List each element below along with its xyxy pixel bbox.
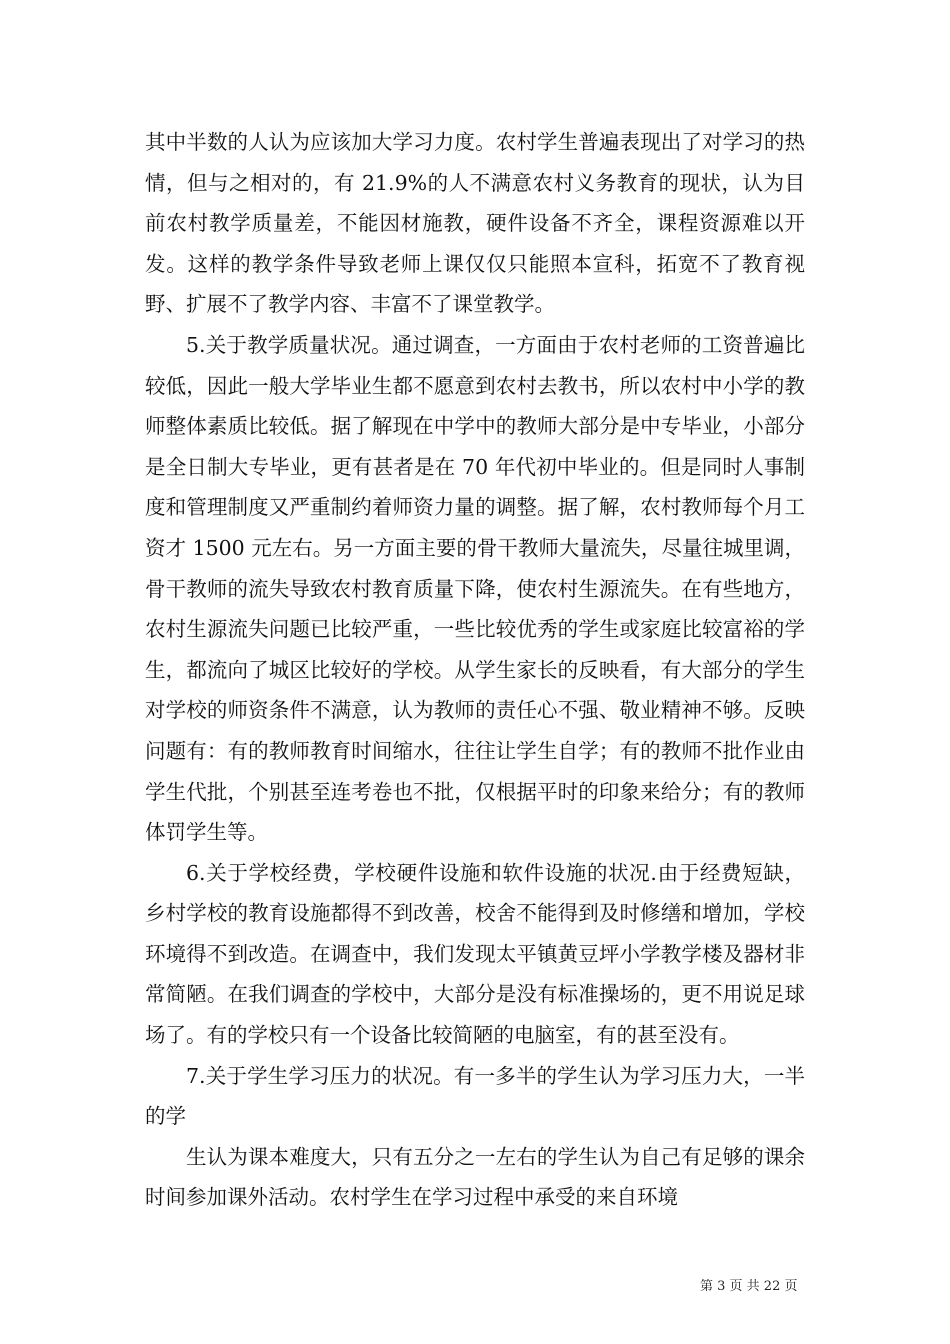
paragraph-3: 6.关于学校经费，学校硬件设施和软件设施的状况.由于经费短缺，乡村学校的教育设施都得不到改善，校舍不能得到及时修缮和增加，学校环境得不到改造。在调查中，我们发现太平镇黄豆坪小学教学楼及器材非常简陋。在我们调查的学校中，大部分是没有标准操场的，更不用说足球场了。有的学校只有一个设备比较简陋的电脑室，有的甚至没有。	[145, 860, 805, 1048]
paragraph-4: 7.关于学生学习压力的状况。有一多半的学生认为学习压力大，一半的学	[145, 1063, 805, 1129]
paragraph-2: 5.关于教学质量状况。通过调查，一方面由于农村老师的工资普遍比较低，因此一般大学毕业生都不愿意到农村去教书，所以农村中小学的教师整体素质比较低。据了解现在中学中的教师大部分是中专毕业，小部分是全日制大专毕业，更有甚者是在 70 年代初中毕业的。但是同时人事制度和管理制度又严重制约着师资力量的调整。据了解，农村教师每个月工资才 1500 元左右。另一方面主要的骨干教师大量流失，尽量往城里调，骨干教师的流失导致农村教育质量下降，使农村生源流失。在有些地方，农村生源流失问题已比较严重，一些比较优秀的学生或家庭比较富裕的学生，都流向了城区比较好的学校。从学生家长的反映看，有大部分的学生对学校的师资条件不满意，认为教师的责任心不强、敬业精神不够。反映问题有：有的教师教育时间缩水，往往让学生自学；有的教师不批作业由学生代批，个别甚至连考卷也不批，仅根据平时的印象来给分；有的教师体罚学生等。	[145, 332, 805, 845]
page-number-footer: 第 3 页 共 22 页	[700, 1279, 798, 1294]
paragraph-5: 生认为课本难度大，只有五分之一左右的学生认为自己有足够的课余时间参加课外活动。农村学生在学习过程中承受的来自环境	[145, 1144, 805, 1210]
paragraph-1: 其中半数的人认为应该加大学习力度。农村学生普遍表现出了对学习的热情，但与之相对的，有 21.9%的人不满意农村义务教育的现状，认为目前农村教学质量差，不能因材施教，硬件设备不齐全，课程资源难以开发。这样的教学条件导致老师上课仅仅只能照本宣科，拓宽不了教育视野、扩展不了教学内容、丰富不了课堂教学。	[145, 130, 805, 317]
document-body	[145, 122, 805, 1218]
